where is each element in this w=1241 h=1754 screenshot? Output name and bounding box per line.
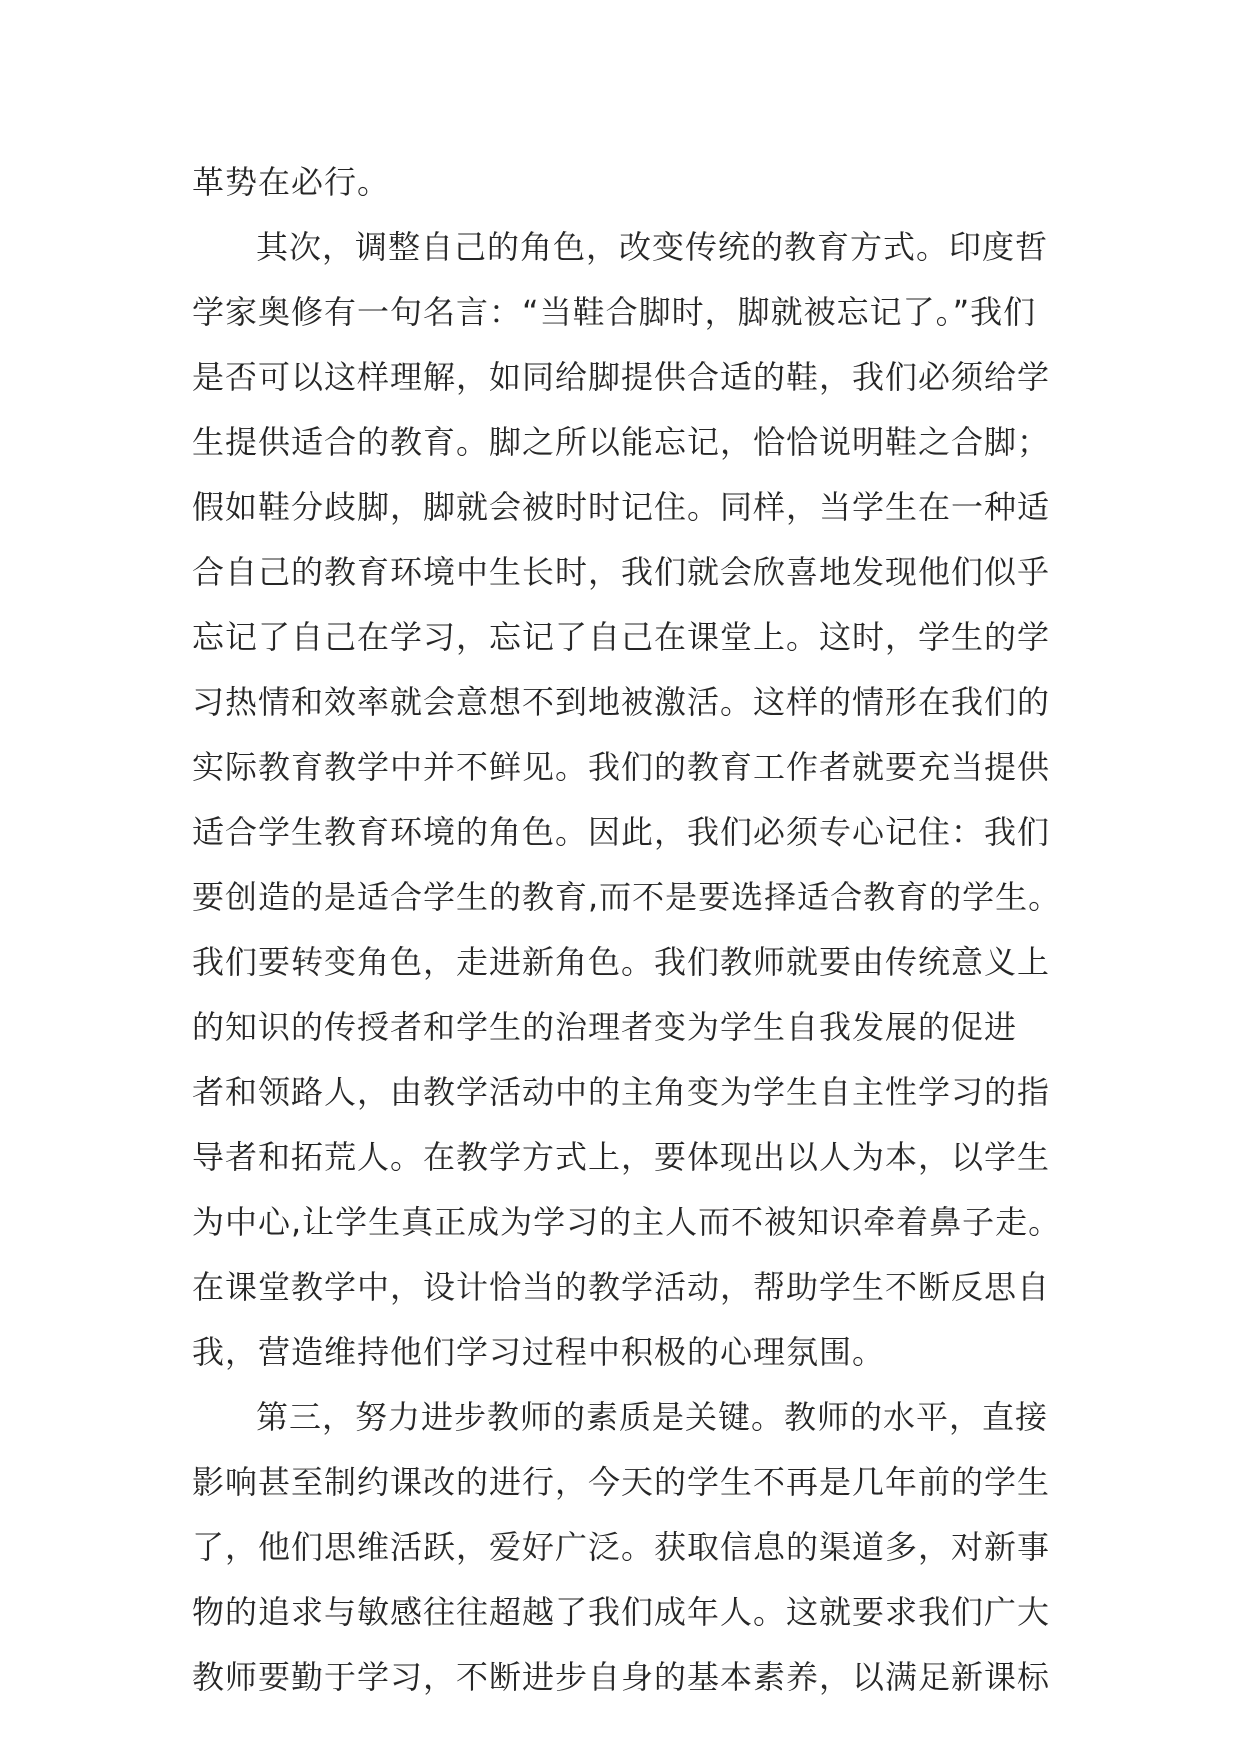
text-line: 是否可以这样理解，如同给脚提供合适的鞋，我们必须给学 bbox=[192, 358, 1051, 396]
text-line: 第三，努力进步教师的素质是关键。教师的水平，直接 bbox=[256, 1398, 1049, 1436]
text-line: 实际教育教学中并不鲜见。我们的教育工作者就要充当提供 bbox=[192, 748, 1051, 786]
text-line: 我们要转变角色，走进新角色。我们教师就要由传统意义上 bbox=[192, 943, 1051, 981]
text-line: 革势在必行。 bbox=[192, 163, 391, 201]
text-line: 在课堂教学中，设计恰当的教学活动，帮助学生不断反思自 bbox=[192, 1268, 1051, 1306]
text-line: 物的追求与敏感往往超越了我们成年人。这就要求我们广大 bbox=[192, 1593, 1051, 1631]
text-line: 适合学生教育环境的角色。因此，我们必须专心记住：我们 bbox=[192, 813, 1051, 851]
text-line: 假如鞋分歧脚，脚就会被时时记住。同样，当学生在一种适 bbox=[192, 488, 1051, 526]
text-line: 者和领路人，由教学活动中的主角变为学生自主性学习的指 bbox=[192, 1073, 1051, 1111]
text-line: 忘记了自己在学习，忘记了自己在课堂上。这时，学生的学 bbox=[192, 618, 1051, 656]
text-line: 为中心,让学生真正成为学习的主人而不被知识牵着鼻子走。 bbox=[192, 1203, 1062, 1241]
text-line: 影响甚至制约课改的进行，今天的学生不再是几年前的学生 bbox=[192, 1463, 1051, 1501]
text-line: 我，营造维持他们学习过程中积极的心理氛围。 bbox=[192, 1333, 886, 1371]
text-line: 生提供适合的教育。脚之所以能忘记，恰恰说明鞋之合脚； bbox=[192, 423, 1051, 461]
text-line: 导者和拓荒人。在教学方式上，要体现出以人为本，以学生 bbox=[192, 1138, 1051, 1176]
text-line: 学家奥修有一句名言：“当鞋合脚时，脚就被忘记了。”我们 bbox=[192, 293, 1037, 331]
text-line: 了，他们思维活跃，爱好广泛。获取信息的渠道多，对新事 bbox=[192, 1528, 1051, 1566]
text-line: 教师要勤于学习，不断进步自身的基本素养，以满足新课标 bbox=[192, 1658, 1051, 1696]
body-text bbox=[192, 150, 1062, 1710]
text-line: 合自己的教育环境中生长时，我们就会欣喜地发现他们似乎 bbox=[192, 553, 1051, 591]
text-line: 要创造的是适合学生的教育,而不是要选择适合教育的学生。 bbox=[192, 878, 1062, 916]
text-line: 习热情和效率就会意想不到地被激活。这样的情形在我们的 bbox=[192, 683, 1051, 721]
text-line: 其次，调整自己的角色，改变传统的教育方式。印度哲 bbox=[256, 228, 1049, 266]
text-line: 的知识的传授者和学生的治理者变为学生自我发展的促进 bbox=[192, 1008, 1018, 1046]
